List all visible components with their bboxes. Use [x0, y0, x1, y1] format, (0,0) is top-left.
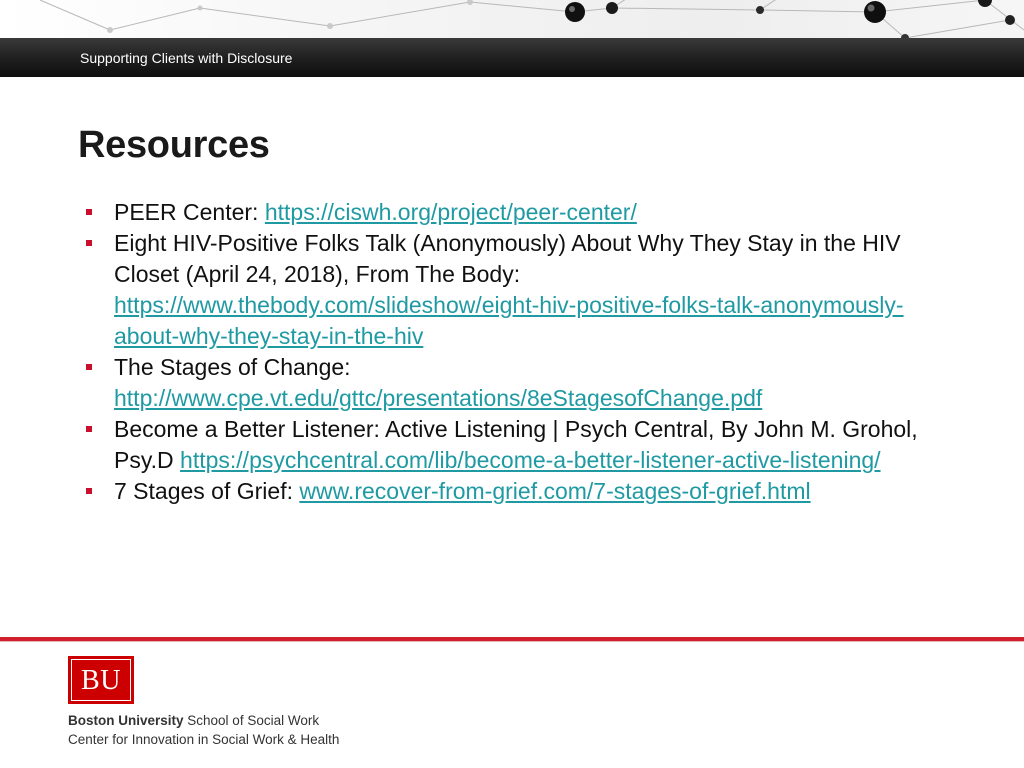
- resource-link[interactable]: www.recover-from-grief.com/7-stages-of-grief.html: [299, 478, 811, 504]
- resource-link[interactable]: http://www.cpe.vt.edu/gttc/presentations/8eStagesofChange.pdf: [114, 385, 763, 411]
- network-graphic-banner: [0, 0, 1024, 38]
- item-text: Eight HIV-Positive Folks Talk (Anonymously) About Why They Stay in the HIV Closet (April 24, 2018), From The Body:: [114, 230, 901, 287]
- bullet-icon: [86, 364, 92, 370]
- item-text: PEER Center:: [114, 199, 265, 225]
- list-item: [80, 414, 930, 476]
- list-item: [80, 476, 930, 507]
- list-item: [80, 197, 930, 228]
- list-item: [80, 352, 930, 414]
- list-item: [80, 228, 930, 352]
- center-name: Center for Innovation in Social Work & Health: [68, 732, 340, 747]
- header-bar: [0, 38, 1024, 77]
- org-name: [68, 713, 319, 728]
- bullet-icon: [86, 240, 92, 246]
- item-text: Become a Better Listener: Active Listening | Psych Central, By John M. Grohol, Psy.D: [114, 416, 918, 473]
- resource-link[interactable]: https://ciswh.org/project/peer-center/: [264, 199, 637, 225]
- bu-logo-text: BU: [81, 665, 121, 696]
- slide-title: Resources: [78, 124, 270, 166]
- bullet-icon: [86, 209, 92, 215]
- resource-list: [80, 197, 930, 507]
- bullet-icon: [86, 488, 92, 494]
- item-text: 7 Stages of Grief:: [114, 478, 300, 504]
- header-title: Supporting Clients with Disclosure: [80, 50, 293, 66]
- footer-divider-shadow: [0, 641, 1024, 642]
- item-text: The Stages of Change:: [114, 354, 351, 380]
- university-name: Boston University: [68, 713, 184, 728]
- resource-link[interactable]: https://www.thebody.com/slideshow/eight-hiv-positive-folks-talk-anonymously-about-why-they-stay-in-the-hiv: [114, 292, 904, 349]
- bu-logo: [68, 656, 134, 704]
- school-name: School of Social Work: [183, 713, 320, 728]
- resource-link[interactable]: https://psychcentral.com/lib/become-a-better-listener-active-listening/: [180, 447, 881, 473]
- bullet-icon: [86, 426, 92, 432]
- network-graphic: [0, 0, 1024, 38]
